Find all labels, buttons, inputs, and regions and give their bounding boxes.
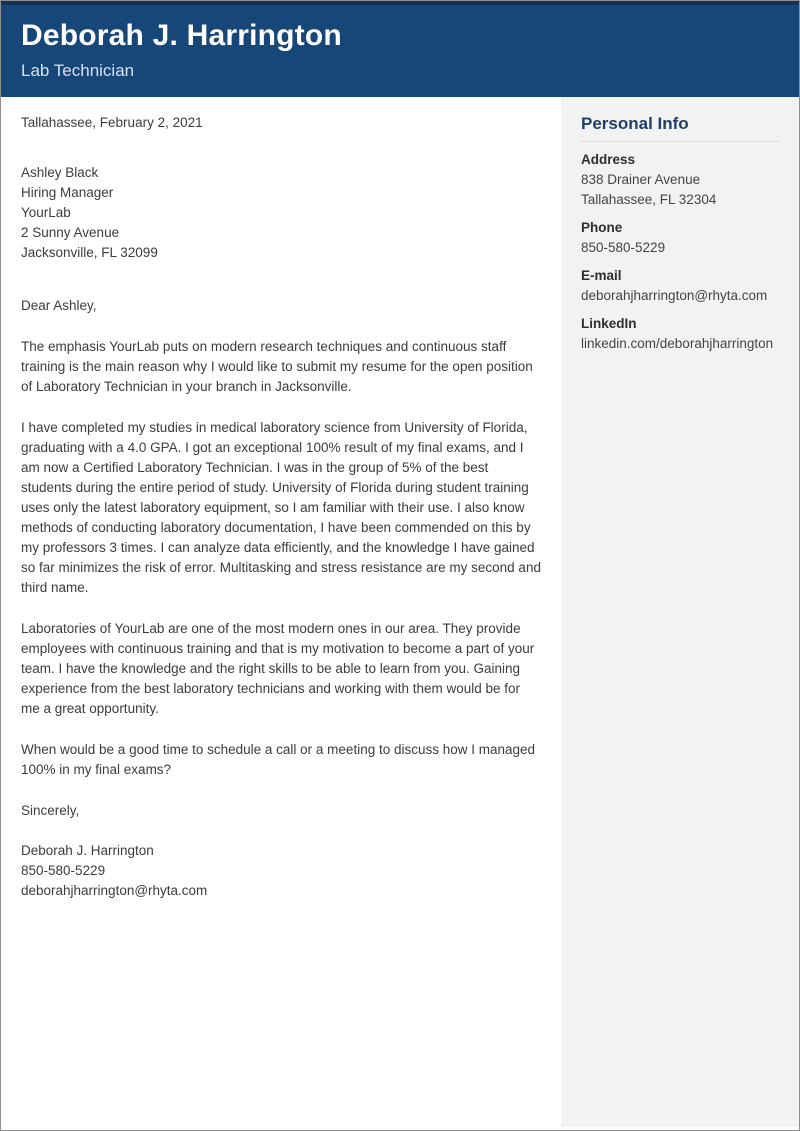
applicant-name: Deborah J. Harrington xyxy=(21,19,342,52)
paragraph-qualifications: I have completed my studies in medical laboratory science from University of Florida, graduating with a 4.0 GPA. I got an exceptional 100% result of my final exams, and I am now a Certified Laboratory Technician. I was in the group of 5% of the best students during the entire period of study. University of Florida during student training uses only the latest laboratory equipment, so I am familiar with their use. I also know methods of conducting laboratory documentation, I have been commended on this by my professors 3 times. I can analyze data efficiently, and the knowledge I have gained so far minimizes the risk of error. Multitasking and stress resistance are my second and third name. xyxy=(21,420,541,595)
paragraph-call-to-action: When would be a good time to schedule a call or a meeting to discuss how I managed 100% in my final exams? xyxy=(21,742,536,777)
personal-info-sidebar xyxy=(561,97,799,1127)
phone-value: 850-580-5229 xyxy=(581,240,666,255)
sidebar-group-address xyxy=(581,150,779,210)
salutation: Dear Ashley, xyxy=(21,298,97,313)
recipient-street: 2 Sunny Avenue xyxy=(21,225,120,240)
sidebar-group-email xyxy=(581,266,779,306)
address-line-2: Tallahassee, FL 32304 xyxy=(581,192,717,207)
recipient-block xyxy=(21,163,541,263)
sidebar-heading: Personal Info xyxy=(581,113,779,142)
document-header xyxy=(1,1,799,97)
phone-label: Phone xyxy=(581,220,623,235)
sidebar-group-linkedin xyxy=(581,314,779,354)
recipient-company: YourLab xyxy=(21,205,71,220)
recipient-city: Jacksonville, FL 32099 xyxy=(21,245,158,260)
recipient-role: Hiring Manager xyxy=(21,185,114,200)
signature-block xyxy=(21,841,541,901)
recipient-name: Ashley Black xyxy=(21,165,99,180)
document-body xyxy=(1,97,799,1127)
applicant-job-title: Lab Technician xyxy=(21,61,135,80)
email-value: deborahjharrington@rhyta.com xyxy=(581,288,768,303)
letter-column xyxy=(1,97,561,1127)
linkedin-label: LinkedIn xyxy=(581,316,637,331)
paragraph-motivation: Laboratories of YourLab are one of the most modern ones in our area. They provide employees with continuous training and that is my motivation to become a part of your team. I have the knowledge and the right skills to be able to learn from you. Gaining experience from the best laboratory technicians and working with them would be for me a great opportunity. xyxy=(21,621,535,716)
closing: Sincerely, xyxy=(21,803,80,818)
signature-email: deborahjharrington@rhyta.com xyxy=(21,883,208,898)
address-line-1: 838 Drainer Avenue xyxy=(581,172,701,187)
email-label: E-mail xyxy=(581,268,622,283)
letter-date: Tallahassee, February 2, 2021 xyxy=(21,115,203,130)
paragraph-intro: The emphasis YourLab puts on modern research techniques and continuous staff training is the main reason why I would like to submit my resume for the open position of Laboratory Technician in your branch in Jacksonville. xyxy=(21,339,533,394)
linkedin-value: linkedin.com/deborahjharrington xyxy=(581,336,774,351)
signature-name: Deborah J. Harrington xyxy=(21,843,154,858)
signature-phone: 850-580-5229 xyxy=(21,863,106,878)
address-label: Address xyxy=(581,152,636,167)
sidebar-group-phone xyxy=(581,218,779,258)
